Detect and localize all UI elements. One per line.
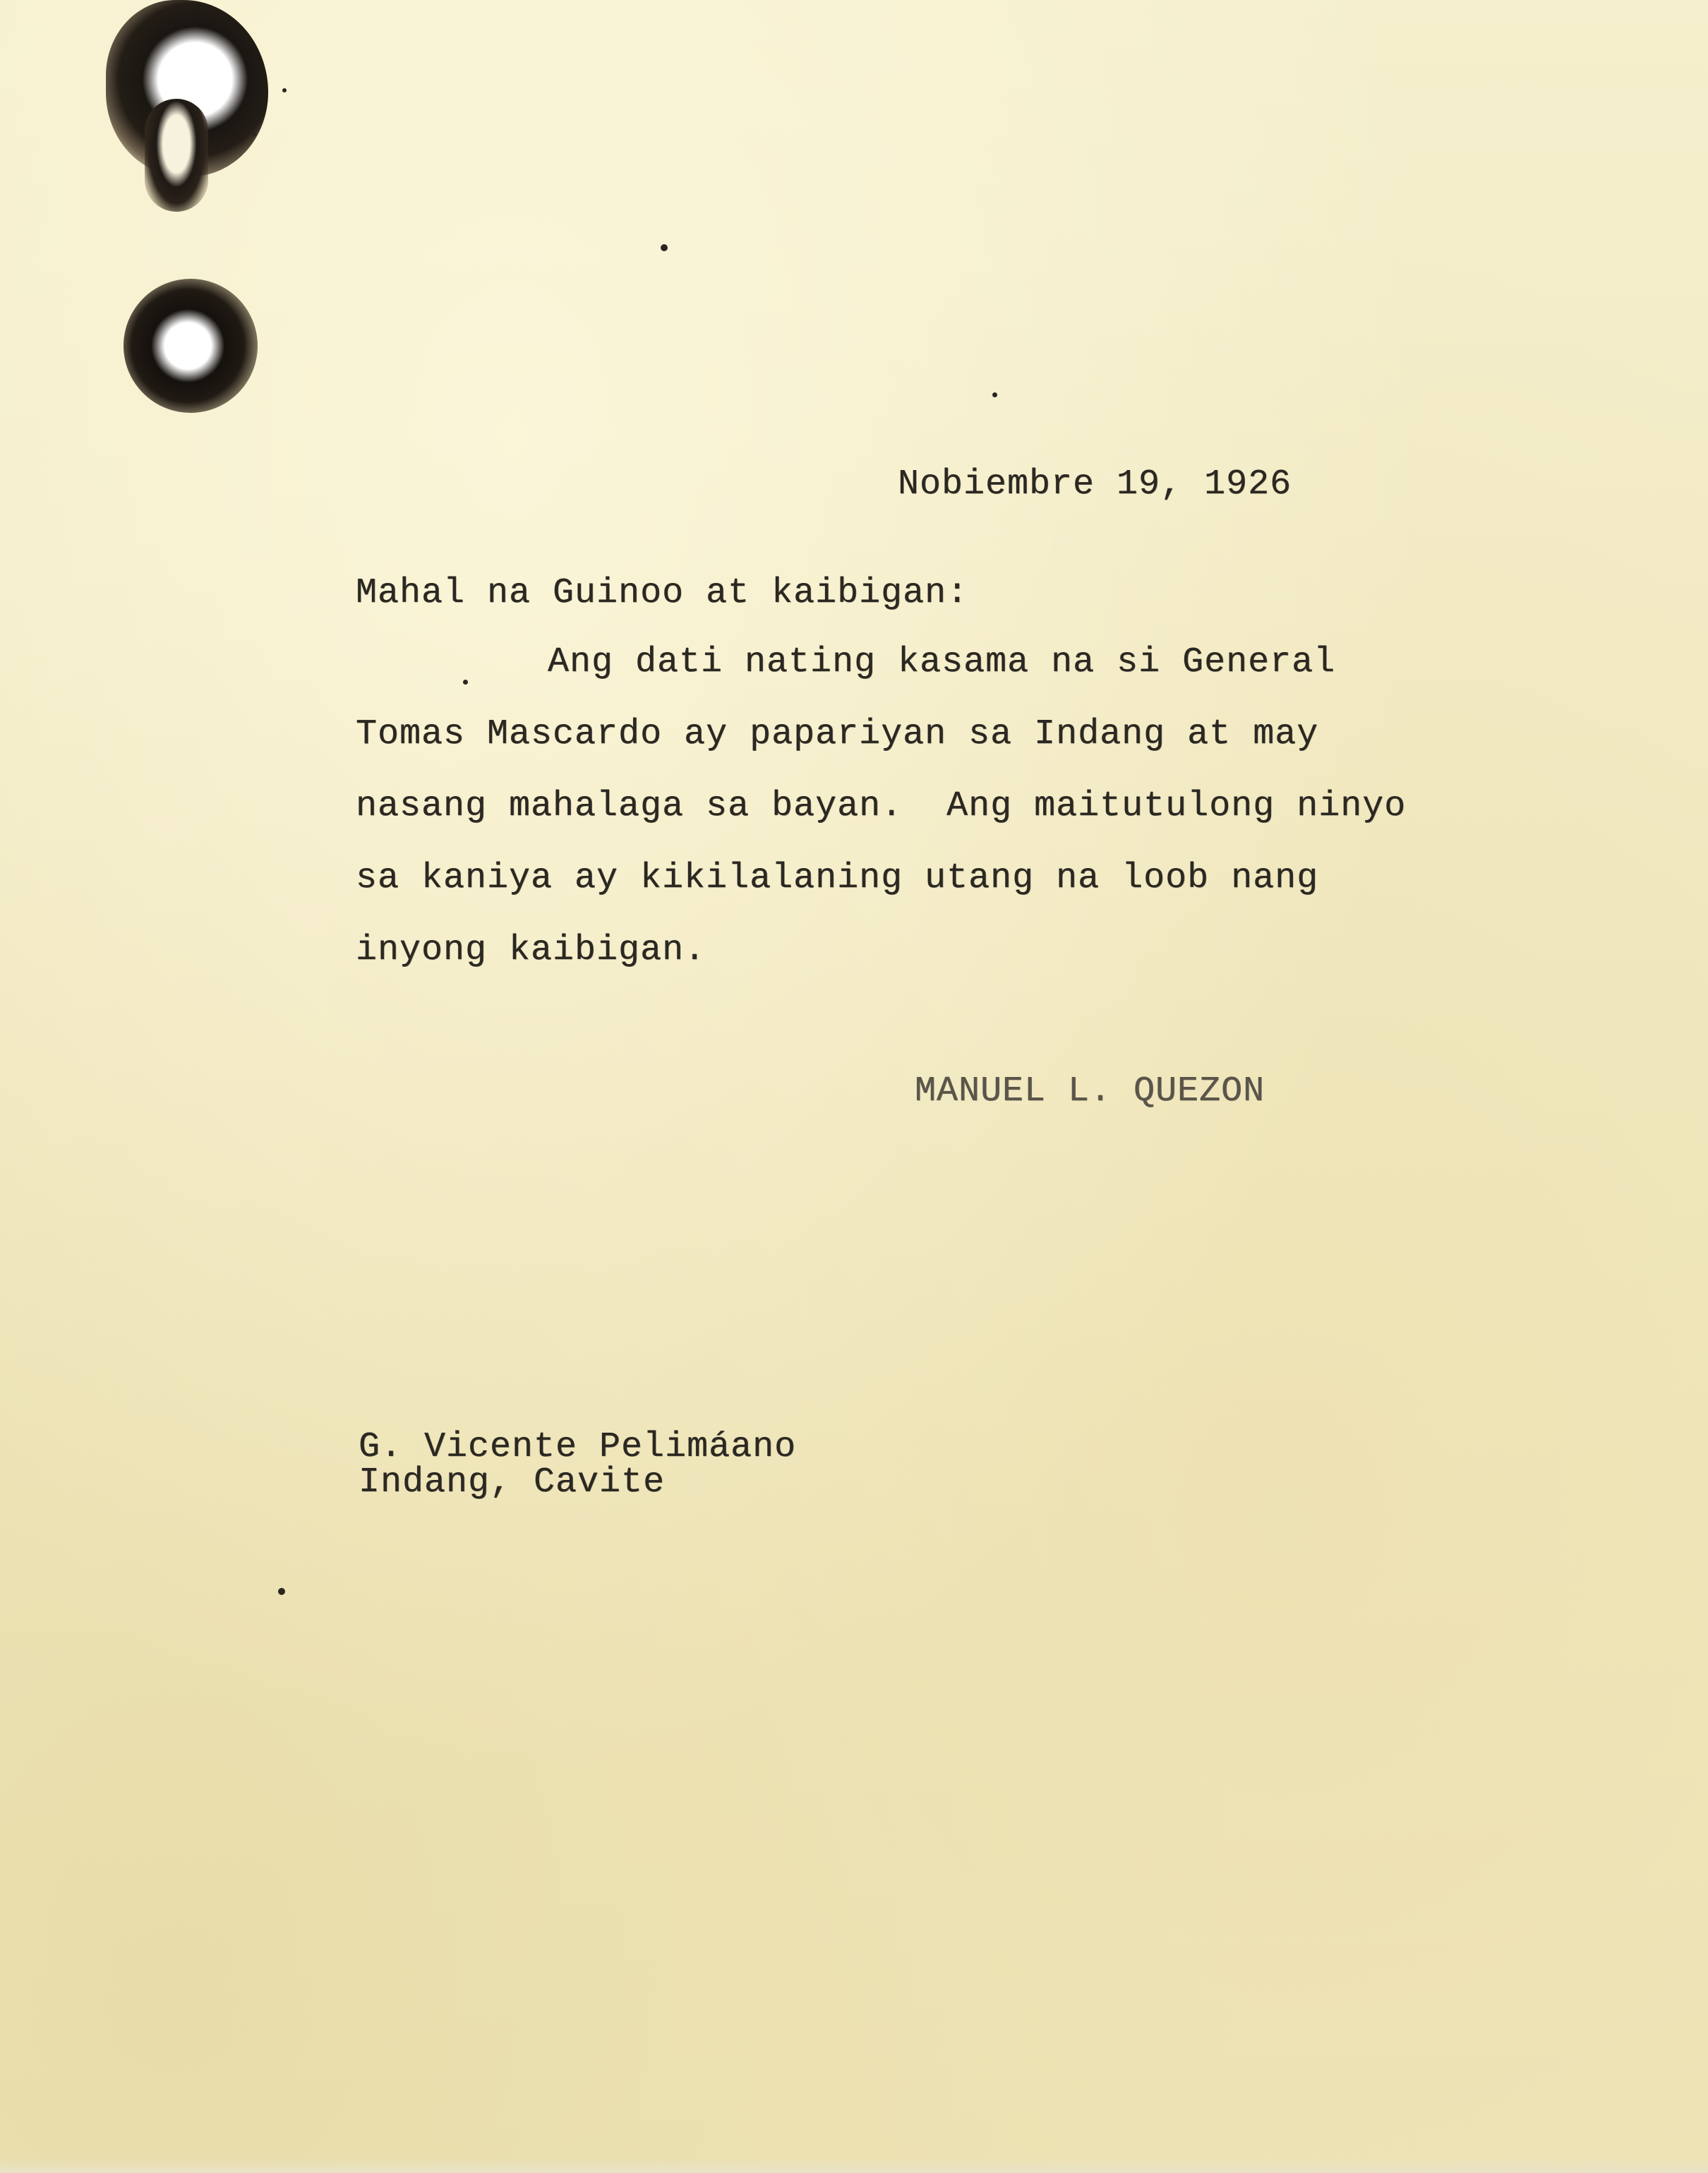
burn-hole-clip xyxy=(145,99,208,212)
salutation: Mahal na Guinoo at kaibigan: xyxy=(356,573,969,613)
paper-speck xyxy=(278,1588,285,1595)
recipient-address: Indang, Cavite xyxy=(359,1462,666,1503)
signature: MANUEL L. QUEZON xyxy=(915,1071,1265,1112)
scan-bottom-edge xyxy=(0,2157,1708,2173)
body-line-2: Tomas Mascardo ay papariyan sa Indang at may xyxy=(356,714,1319,754)
recipient-name: G. Vicente Pelimáano xyxy=(359,1427,797,1467)
letter-date: Nobiembre 19, 1926 xyxy=(898,464,1292,505)
paper-speck xyxy=(661,244,668,251)
body-line-1: Ang dati nating kasama na si General xyxy=(548,642,1336,682)
burn-hole-middle xyxy=(124,279,258,413)
paper-speck xyxy=(992,392,997,397)
paper-speck xyxy=(282,88,287,92)
paper-speck xyxy=(251,131,256,136)
paper-speck xyxy=(463,680,468,685)
body-line-4: sa kaniya ay kikilalaning utang na loob nang xyxy=(356,858,1319,898)
body-line-5: inyong kaibigan. xyxy=(356,930,706,970)
body-line-3: nasang mahalaga sa bayan. Ang maitutulong ninyo xyxy=(356,786,1407,826)
